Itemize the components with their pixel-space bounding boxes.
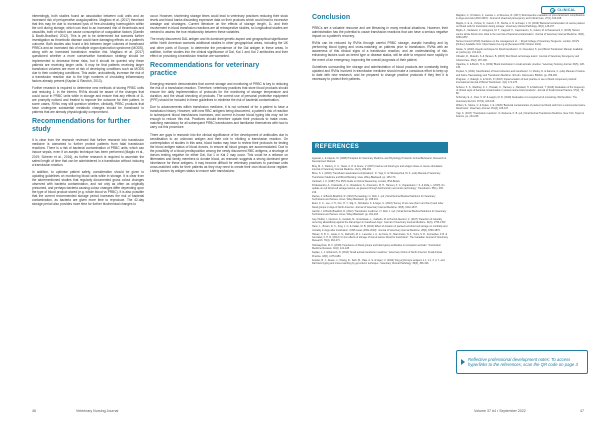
triangle-arrow-icon [461,359,465,365]
heading-recommendations-further-study: Recommendations for further study [32,118,131,134]
reference-item: Holowaychuk, M. K. (2018) 'Importance of blood groups and blood group antibodies in companion animals'. Transfusion Medicine Reviews. 32(2), 121-128. [312,243,441,251]
reference-item: Magliaro, C., Di Mauro, F., Lanotte, L. & Simeone, R. (2017) 'Retrospective evaluation of post-transfusion complications in dogs and cats (2010-2015)'. Journal of Veterinary Emergency and Critical Care. 27(1), 100-108. [456,14,585,21]
reference-item: Agarwal, L. & Caputo, M. (2008) Principles for Veterinary Medicine and Physiology Protocols: Animal Behaviour, Research & Development Manual. [312,157,446,164]
references-list-left [312,157,448,266]
left-column [32,14,144,209]
journal-title: Veterinary Nursing Journal [76,409,119,413]
paragraph: interestingly, both studies found an association between cold units and an increased risk of perioperative coagulopathies. Magliaro et al. (2017) theorised that this may be due to increased lysis of free-circulating haemoglobin within the unit during storage, which can lead to an increased risk of thrombosis and vasculitis, both of which can cause consumption of coagulation factors (Gamlin & Booth-Bradford, 2012). This is yet to be determined but warrants further investigation as thrombotic disease could have damaging effects on a patient's outcome. Both studies also found a link between larger volumes of transfused PRBCs and an increased risk of multiple organ dysfunction syndrome (MODS), along with an increased transfusion reaction risk. Magliaro et al. (2017) questioned whether a more conservative transfusion strategy should be implemented to decrease these risks, but it should be queried why these patients are receiving larger units. It may be that patients receiving larger transfusion volumes are more at risk of developing conditions such as MODS due to their underlying conditions. This aside, undoubtedly, increase the risk of a transfusion reaction due to the high numbers of circulating inflammatory factors already present (Kaplan & Rancich, 2013). [32,14,144,83]
page-number-left: 46 [32,409,36,413]
reference-item: Nurses Council (2019) 'Guidance on the management of...'. Royal College of Veterinary Surgeons. London, RCVS. [Online]. Available from: https://www.rcvs.org.uk [Accessed 15th October 2021]. [456,40,580,47]
paragraph: Guidelines surrounding the storage and administration of blood products are constantly being updated and RVNs involved in transfusion medicine should make a conscious effort to keep up to date with new research, and be prepared to change practice protocols if they feel it is necessary to protect their patients. [312,64,448,81]
middle-column [150,14,288,176]
reference-item: Pragman, J., Raleigh, A. & Smith, P. (2018) 'Implementation of best practice in use of blood component protocol'. International Journal of Blood Transfusion. 3(4), 171-178. [456,77,578,85]
reference-item: Yagi, K. (2017) 'Transfusion reactions'. In: Rebecca, K. B. (ed.) Small Animal Transfusion Medicine. New York, Taylor & Francis. pp. 224-236. [456,111,584,118]
cpd-prompt-text: Reflective professional development notes: To access hyperlinks to the references, scan the QR code on page 3 [468,356,578,367]
section-tag-label: CLINICAL [557,8,576,12]
paragraph: PRBCs are a valuable resource and are lifesaving in many medical situations. However, their administration has the potential to cause transfusion reactions that can have a serious negative impact on a patient's recovery. [312,26,448,39]
reference-item: Ogamba, C. & Booth, H. A. (2019) 'Blood transfusion in small animals: practice'. Veterinary Nursing Journal. 34(5), 128-136. [456,62,585,70]
reference-item: Maglio, C. E. E., Uchoa, D., Carelli, J. B., Rocha, A. R. & Araujo, J. M. (2019) 'Bacterial contamination of canine packed red blood cells for transfusion during storage'. Veterinary Clinical Pathology. 48(1), 146-157. [456,21,585,28]
reference-item: Brice, S. J. (2018) 'Transfusion associated complications'. In: Yagi, K. & Holowaychuk, M. K. (eds) Manual of Veterinary Transfusion Medicine and Blood Banking. Iowa, Wiley-Blackwell. pp. 165-173. [312,172,441,179]
paragraph: Further research is required to determine new methods of storing PRBC units and reducing 1. In the interim, RVNs should be aware of the changes that could occur in PRBC units while in storage and ensure that any effects of 1L are promptly noticed and treated to improve the outcome for their patient. In some cases, RVNs may still question whether, clinically, PRBC products that have undergone substantial metabolic changes should be transfused to patients that are already physiologically compromised. [32,85,144,115]
reference-item: Peplow, S. (2021) 'Identification of blood collection and transfusion'. In: Morley, D. & Zamora, C. (eds) Manual of Canine and Feline Haematology and Transfusion Medicine. 3rd edn. Gloucester, BSAVA. pp. 259-266. [456,70,585,77]
reference-item: Obrador, R., Musulin, S. & Hansen, B. (2015) 'Red blood cell storage lesion'. Journal of Veterinary Emergency and Critical Care. 25(2), 187-199. [456,55,580,62]
reference-item: Kaplan, L. J. & Rancich, N. (2013) 'Small animal transfusion medicine'. Veterinary Clinics of North America: Small Animal Practice. 43(6), 1175-1184. [312,251,442,258]
reference-item: Hlavac, N. R. C., Lasta, C. S., Dalmolin, M. L., Lacerda, L. A., de Korte, D., Marcondes, N. A., Terra, S. R., Fernandes, F. B. & Gonzalez, F. H. D. (2012) 'In vivo effects of storage of stored canine blood for transfusion'. The Canadian Journal of Veterinary Research. 76(4), 264-271. [312,232,448,243]
paragraph: The newly discovered DAL antigen and its dominant genetic aspect and geographical significance within North American warrants additional studies in other geographical areas, including the UK and other parts of Europe, to determine the prevalence of the Dal antigen in these areas. In addition, further studies into the clinical significance of Dal, Kai 1 and Kai 2 antibodies and their effect on provoking a transfusion reaction are warranted. [150,37,288,58]
reference-item: Bray, M. J., Flattery, C. C., Swan, A. H. & Grace, V. (2007) Canine red blood type and antigen tissue in canine stimulation. Journal of Veterinary Internal Medicine. 21(2), 289-294. [312,164,443,171]
heading-recommendations-practice: Recommendations for veterinary practice [150,61,260,77]
paragraph: Emerging research demonstrates that correct storage and monitoring of PRBC is key to reducing the risk of a transfusion reaction. Therefore, veterinary practices that store blood products should ensure the daily implementation of protocols for the monitoring of storage temperature and duration, and the visual checking of products. The correct use of personal protective equipment (PPE) should be included in these guidelines to minimise the risk of bacterial contamination. [150,81,288,102]
paragraph: occur. However, shortening storage times could lead to veterinary practices reducing their stock levels and blood banks discarding expensive data on their products which could lead to excessive wastage and shortages. Current literature on the effects of storage length, 1L and their involvement in blood transfusion reactions are all retrospective studies, so longitudinal studies are needed to assess the true relationship between these variables. [150,14,288,35]
references-list-right [456,14,586,119]
page-number-right: 47 [580,409,584,413]
reference-item: Scherer, K. S., Wardrop, K. J., Hossain, K., Hansen, L., Bardwell, H. & Mahmood, T. (2016) 'Evaluation of the frequency of clinical signs of bacterial contamination in stored canine blood products'. Journal of Small Animal Practice. 57(2), 75-80. [456,85,585,96]
issue-info: Volume 37 #4 • September 2022 [474,409,526,413]
reference-item: Goy-Thollot, I., Nectoux, A., Guidetti, M., Grosclaude, L., Cathelin, M. & Pouzot-Nevoret, C. (2017) 'Detection of naturally occurring alloantibody against the Dal antigen in transfused dogs'. Journal of Veterinary Internal Medicine. 31(6), 1756-1762. [312,217,447,224]
section-tag [541,6,585,14]
reference-item: Hann, L., Brown, D. C., King, L. G. & Callan, M. B. (2014) 'Effect of duration of packed red blood cell storage on morbidity and mortality in dogs after transfusion: 3,095 cases (2001-2010)'. Journal of Veterinary Internal Medicine. 28(6), 1830-1837. [312,225,448,232]
paragraph: Due to advancements within transfusion medicine, it is not unheard of for a patient to have a transfusion history. However, with new RBC antigens being discovered, a patient's risk of reaction to subsequent blood transfusions increases, and current in-house blood typing kits may not be enough to reduce this risk. Practices should therefore update their protocols to make cross-matching mandatory for all subsequent PRBC transfusions and familiarise themselves with how to carry out this procedure. [150,105,289,130]
reference-item: Schimsky, E. A., Dow, S. W. & Lappin, M. R. (2010) 'Evaluation of a surgical scrub containing chlorhexidine'. The Veterinary Record. 157(4), 106-109. [456,96,578,103]
references-heading-band [312,142,448,153]
paragraph: RVNs can be reduced by RVNs through careful PRBC storage, aseptic handling and by performing blood typing and cross-matching on patients prior to transfusion. RVNs with an awareness of this clinical signs of a transfusion reaction, and an understanding of risk-enhancing factors such as breed type or disease status, will be able to respond more rapidly in the event of an emergency, improving the overall prognosis of their patient. [312,41,448,62]
checkmark-circle-icon [550,8,555,13]
heading-conclusion: Conclusion [312,14,351,21]
references-heading: REFERENCES [315,144,360,150]
reference-item: Euler, C. C., Lee, J. H., Kim, H. Y., Raj, K., Mizukami, K. & Giger, U. (2016) 'Survey of two new (Kai 1 and Kai 2) and other blood groups in dogs of North America'. Journal of Veterinary Internal Medicine. 30(5), 1642-1647. [312,202,444,209]
reference-item: D'Alessandro, A., Kriebardis, A. G., Rinalducci, S., Antonelou, M. H., Hansen, K. C., Papassideri, I. S. & Zolla, L. (2015) 'An update on red blood cell storage lesions, as gleaned through biochemistry and omics technology'. Transfusion. 55(1), 205-219. [312,183,445,194]
paragraph: There are gaps in research into the clinical significance of the development of antibodies due to sensitisation to an unknown antigen and their role in eliciting a transfusion reaction. On contemplation of studies in this area, blood banks may have to review their protocols for testing the blood antigen status of blood donors, to ensure all blood groups are accommodated. Due to the possibility of a blood predisposition among the newly discovered RBC antigens, a shortage of donors testing negative for either Dal, Kai 1 or Kai 2 may occur. This could be a reliance on littermates and family members to donate blood, as research suggests a strong dominant gene inheritance for these antigens. It may become difficult for veterinary practices to purchase units cross-matched units for their patients as they may need to create their own blood donor register. Listing donors by antigen status to ensure safe transfusions. [150,132,288,173]
cpd-reflective-box [456,350,588,374]
reference-item: Gamlin, I. & Booth-Bradford, R. (2012) 'Transfusion medicine'. In: Well, J. (ed.) Small Animal Medical Solutions for Veterinary Technicians and Nurses. Ames, Wiley-Blackwell. pp. 201-218. [312,210,447,217]
reference-item: Noske, S. (2020) 'Aseptic technique for blood transfusion'. In: Cleveland, S. (ed.) Blood Transfusion Manual. Available at: [online] pp. 212-216. [456,47,583,54]
reference-item: Cantwell, J. K. (1987) The RVN Guide to Clinical Reasoning. London, BSA Books. [312,179,401,183]
conclusion-column [312,14,448,84]
reference-item: Miglio, A., Stefanetti, V., Antognoni, M. T., Cappelli, K., Capomaccio, S., Coletti, M. & Passamonti, F. (2016) 'Stored canine whole blood units: what is the real risk of bacterial contamination'. Journal of Veterinary Internal Medicine. 30(6), 1830-1837. [456,29,585,39]
reference-item: Davies, J. & Booth-Bradford, R. (2012) Hematology. In: Well, J. (ed.) Small Animal Medical Solutions for Veterinary Technicians and Nurses. Ames, Wiley-Blackwell. pp. 188-201. [312,194,436,202]
paragraph: In addition, to optimise patient safety, consideration should be given to updating guidelines on monitoring blood units while in storage. It is clear from the aforementioned studies that regularly documented gross colour changes observed with bacteria contamination, and not only as often as originally presumed, and perhaps bacteria causing colour changes differ depending upon the type of blood product stored (e.g. whole blood vs PRBC). It is also possible that the current recommended storage period increases the risk of bacterial contamination, as bacteria are given more time to reproduce. The 42-day storage period also provides more time for further biochemical changes to [32,169,144,207]
reference-item: Kessler, R. J., Reese, J., Chang, D., Seth, M., Hale, A. S. & Giger, U. (2010) 'Dog erythrocyte antigens 1.1, 1.2, 3, 4, 7, and Dal blood typing and cross-matching by gel column technique'. Veterinary Clinical Pathology. 39(3), 306-316. [312,258,445,266]
reference-item: Wilson, S., Moore, C. & Sykes, J. E. (2020) 'Bacterial contamination of packed red blood cells from a commercial canine blood bank'. Veterinary Journal. 161(4), 106-107. [456,104,586,111]
paragraph: It is clear from the research reviewed that further research into transfusion medicine is warranted to further protect patients from fatal transfusion reactions. There is a risk of bacterial contamination of PRBC units, which can induce sepsis, even if an aseptic technique has been performed (Maglio et al., 2019; Scherer et al., 2016), as further research is required to ascertain the safest length of time that can be administered in a transfusion without inducing a transfusion reaction. [32,138,144,167]
